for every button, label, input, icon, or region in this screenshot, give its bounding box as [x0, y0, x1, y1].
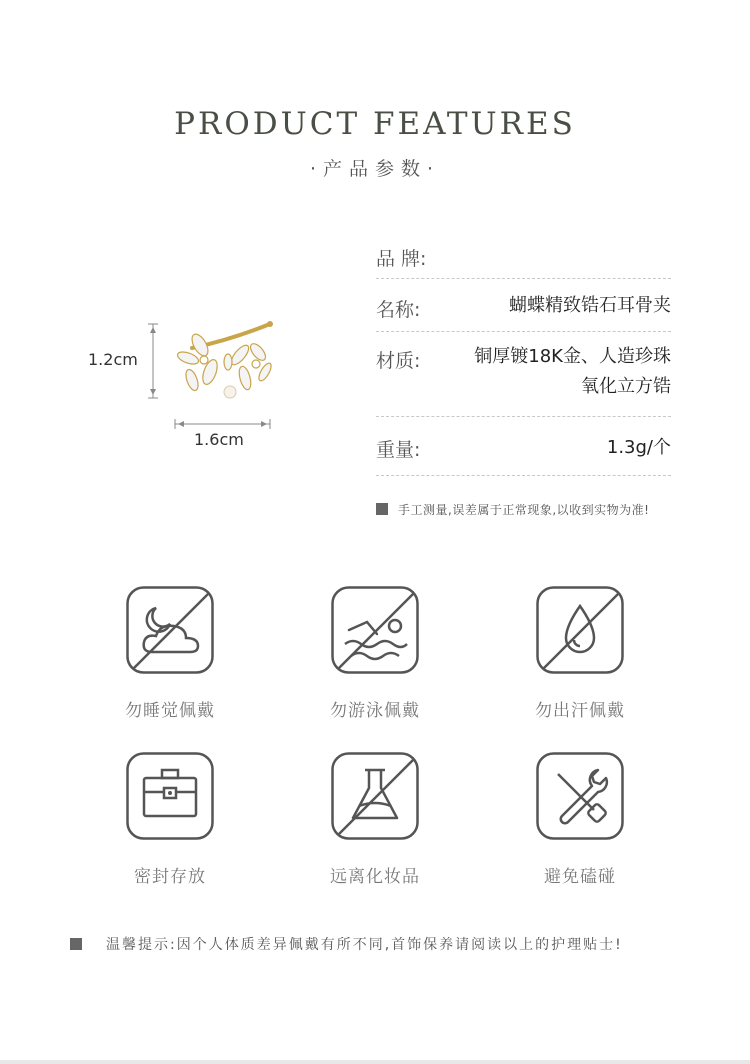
care-item-no-sweat [480, 586, 680, 721]
spec-label: 重量: [376, 439, 421, 461]
spec-table [376, 232, 671, 476]
spec-value: 1.3g/个 [606, 437, 671, 458]
page-title: PRODUCT FEATURES [174, 106, 576, 142]
moon-cloud-icon [126, 586, 214, 674]
tools-icon [536, 752, 624, 840]
care-label: 勿游泳佩戴 [330, 701, 420, 721]
care-item-no-cosmetics [275, 752, 475, 887]
product-illustration [80, 300, 330, 470]
flask-icon [331, 752, 419, 840]
water-drop-icon [536, 586, 624, 674]
square-bullet-icon [70, 938, 82, 950]
spec-row-weight [376, 417, 671, 476]
care-item-no-sleep [70, 586, 270, 721]
width-dimension: 1.6cm [194, 430, 244, 449]
page-subtitle: ·产品参数· [309, 158, 441, 180]
spec-label: 材质: [376, 350, 421, 372]
height-dimension: 1.2cm [88, 350, 138, 369]
spec-value-line2: 氧化立方锆 [581, 376, 671, 397]
spec-row-name [376, 279, 671, 332]
care-label: 勿睡觉佩戴 [125, 701, 215, 721]
spec-value: 铜厚镀18K金、人造珍珠 [474, 346, 671, 367]
care-tip-footer: 温馨提示:因个人体质差异佩戴有所不同,首饰保养请阅读以上的护理贴士! [70, 934, 623, 954]
spec-label: 名称: [376, 299, 421, 321]
box-icon [126, 752, 214, 840]
care-item-no-swim [275, 586, 475, 721]
care-label: 远离化妆品 [330, 867, 420, 887]
care-label: 勿出汗佩戴 [535, 701, 625, 721]
bottom-divider [0, 1060, 750, 1064]
measurement-note: 手工测量,误差属于正常现象,以收到实物为准! [376, 501, 649, 518]
swimmer-icon [331, 586, 419, 674]
care-label: 密封存放 [134, 867, 206, 887]
square-bullet-icon [376, 503, 388, 515]
care-label: 避免磕碰 [544, 867, 616, 887]
spec-row-material [376, 332, 671, 417]
care-item-avoid-impact [480, 752, 680, 887]
spec-value: 蝴蝶精致锆石耳骨夹 [509, 295, 671, 316]
spec-label: 品 牌: [376, 248, 427, 270]
care-item-sealed-storage [70, 752, 270, 887]
spec-row-brand [376, 232, 671, 279]
